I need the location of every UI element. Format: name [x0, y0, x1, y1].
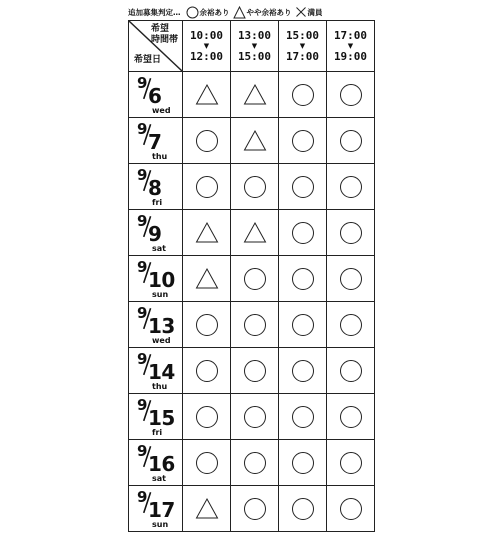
- down-arrow-icon: ▼: [347, 41, 354, 50]
- date-month: 9: [137, 350, 148, 368]
- date-month: 9: [137, 166, 148, 184]
- circle-icon: [339, 313, 363, 337]
- date-cell: [129, 118, 183, 164]
- triangle-icon: [195, 267, 219, 291]
- date-cell: [129, 164, 183, 210]
- date-cell: [129, 486, 183, 532]
- availability-mark: [279, 405, 326, 429]
- triangle-icon: [195, 497, 219, 521]
- table-row: [129, 440, 375, 486]
- availability-mark: [183, 405, 230, 429]
- availability-mark: [183, 83, 230, 107]
- circle-icon: [243, 313, 267, 337]
- date-month: 9: [137, 488, 148, 506]
- availability-mark: [327, 451, 374, 475]
- circle-icon: [339, 83, 363, 107]
- legend-label-cross: 満員: [307, 7, 323, 17]
- availability-mark: [183, 175, 230, 199]
- slot-start-time: 13:00: [237, 28, 272, 42]
- circle-icon: [291, 267, 315, 291]
- date-cell: [129, 302, 183, 348]
- availability-cell: [279, 164, 327, 210]
- availability-cell: [279, 72, 327, 118]
- legend-item-cross: [295, 6, 323, 18]
- availability-cell: [279, 256, 327, 302]
- availability-cell: [231, 394, 279, 440]
- time-slot-header: [183, 21, 231, 72]
- date-month: 9: [137, 396, 148, 414]
- table-row: [129, 72, 375, 118]
- availability-cell: [279, 302, 327, 348]
- legend-title: 追加募集判定…: [128, 7, 181, 17]
- circle-icon: [339, 267, 363, 291]
- date-cell: [129, 72, 183, 118]
- table-row: [129, 394, 375, 440]
- availability-cell: [327, 210, 375, 256]
- table-row: [129, 210, 375, 256]
- date-month: 9: [137, 74, 148, 92]
- availability-mark: [327, 267, 374, 291]
- availability-cell: [183, 72, 231, 118]
- availability-mark: [231, 175, 278, 199]
- availability-mark: [327, 175, 374, 199]
- date-cell: [129, 440, 183, 486]
- availability-mark: [183, 451, 230, 475]
- availability-mark: [279, 175, 326, 199]
- legend-item-triangle: [233, 6, 292, 19]
- availability-mark: [231, 83, 278, 107]
- availability-cell: [183, 394, 231, 440]
- slot-end-time: 17:00: [285, 49, 320, 63]
- availability-mark: [279, 83, 326, 107]
- circle-icon: [291, 359, 315, 383]
- availability-mark: [231, 267, 278, 291]
- circle-icon: [339, 359, 363, 383]
- availability-cell: [327, 394, 375, 440]
- table-row: [129, 164, 375, 210]
- availability-cell: [231, 72, 279, 118]
- availability-mark: [279, 313, 326, 337]
- circle-icon: [195, 175, 219, 199]
- triangle-icon: [243, 129, 267, 153]
- availability-cell: [183, 210, 231, 256]
- availability-mark: [279, 359, 326, 383]
- slot-start-time: 10:00: [189, 28, 224, 42]
- legend-label-circle: 余裕あり: [199, 7, 230, 17]
- circle-icon: [243, 451, 267, 475]
- date-axis-label: 希望日: [134, 55, 162, 65]
- circle-icon: [195, 313, 219, 337]
- circle-icon: [243, 405, 267, 429]
- availability-cell: [327, 72, 375, 118]
- table-row: [129, 302, 375, 348]
- availability-cell: [327, 164, 375, 210]
- availability-mark: [183, 267, 230, 291]
- slot-start-time: 15:00: [285, 28, 320, 42]
- schedule-table: [128, 20, 375, 532]
- table-row: [129, 118, 375, 164]
- circle-icon: [291, 175, 315, 199]
- down-arrow-icon: ▼: [299, 41, 306, 50]
- triangle-icon: [233, 6, 246, 19]
- circle-icon: [291, 221, 315, 245]
- availability-cell: [183, 486, 231, 532]
- date-weekday: sun: [152, 520, 169, 529]
- circle-icon: [195, 359, 219, 383]
- legend: [128, 5, 323, 19]
- date-weekday: fri: [152, 428, 163, 437]
- availability-cell: [279, 210, 327, 256]
- circle-icon: [339, 405, 363, 429]
- date-weekday: fri: [152, 198, 163, 207]
- date-day: 7: [148, 130, 162, 154]
- availability-cell: [231, 302, 279, 348]
- date-day: 9: [148, 222, 162, 246]
- availability-cell: [231, 256, 279, 302]
- availability-mark: [279, 451, 326, 475]
- circle-icon: [243, 359, 267, 383]
- triangle-icon: [243, 221, 267, 245]
- date-month: 9: [137, 258, 148, 276]
- circle-icon: [195, 451, 219, 475]
- triangle-icon: [195, 83, 219, 107]
- availability-cell: [231, 440, 279, 486]
- circle-icon: [339, 175, 363, 199]
- circle-icon: [195, 129, 219, 153]
- date-month: 9: [137, 442, 148, 460]
- date-cell: [129, 256, 183, 302]
- availability-cell: [231, 118, 279, 164]
- availability-cell: [327, 256, 375, 302]
- slot-axis-label-line1: 希望: [150, 24, 169, 34]
- availability-cell: [279, 348, 327, 394]
- date-weekday: thu: [152, 382, 168, 391]
- availability-mark: [327, 221, 374, 245]
- date-day: 8: [148, 176, 162, 200]
- availability-cell: [231, 486, 279, 532]
- date-day: 15: [148, 406, 175, 430]
- down-arrow-icon: ▼: [203, 41, 210, 50]
- date-cell: [129, 394, 183, 440]
- circle-icon: [339, 129, 363, 153]
- circle-icon: [291, 451, 315, 475]
- availability-mark: [279, 129, 326, 153]
- circle-icon: [291, 405, 315, 429]
- date-cell: [129, 348, 183, 394]
- circle-icon: [339, 451, 363, 475]
- legend-item-circle: [186, 6, 230, 19]
- date-day: 17: [148, 498, 175, 522]
- date-day: 6: [148, 84, 162, 108]
- availability-mark: [231, 221, 278, 245]
- date-month: 9: [137, 120, 148, 138]
- availability-mark: [231, 405, 278, 429]
- availability-mark: [279, 497, 326, 521]
- availability-cell: [231, 164, 279, 210]
- circle-icon: [195, 405, 219, 429]
- circle-icon: [243, 267, 267, 291]
- date-month: 9: [137, 212, 148, 230]
- availability-mark: [327, 129, 374, 153]
- availability-cell: [183, 348, 231, 394]
- availability-cell: [279, 394, 327, 440]
- slot-start-time: 17:00: [333, 28, 368, 42]
- slot-end-time: 19:00: [333, 49, 368, 63]
- date-weekday: sun: [152, 290, 169, 299]
- circle-icon: [243, 497, 267, 521]
- circle-icon: [186, 6, 199, 19]
- availability-mark: [183, 221, 230, 245]
- availability-mark: [183, 497, 230, 521]
- availability-cell: [183, 256, 231, 302]
- availability-cell: [327, 302, 375, 348]
- legend-label-triangle: やや余裕あり: [246, 7, 292, 17]
- availability-cell: [183, 440, 231, 486]
- circle-icon: [339, 497, 363, 521]
- availability-cell: [183, 164, 231, 210]
- availability-mark: [231, 359, 278, 383]
- availability-mark: [327, 359, 374, 383]
- availability-mark: [231, 451, 278, 475]
- availability-mark: [327, 497, 374, 521]
- time-slot-header: [327, 21, 375, 72]
- down-arrow-icon: ▼: [251, 41, 258, 50]
- availability-cell: [327, 348, 375, 394]
- availability-cell: [279, 118, 327, 164]
- availability-mark: [183, 359, 230, 383]
- availability-cell: [279, 440, 327, 486]
- cross-icon: [295, 6, 307, 18]
- availability-cell: [183, 118, 231, 164]
- slot-axis-label-line2: 時間帯: [150, 35, 178, 45]
- availability-mark: [231, 497, 278, 521]
- availability-mark: [327, 313, 374, 337]
- table-row: [129, 486, 375, 532]
- circle-icon: [291, 83, 315, 107]
- circle-icon: [243, 175, 267, 199]
- availability-mark: [279, 221, 326, 245]
- date-day: 10: [148, 268, 175, 292]
- circle-icon: [339, 221, 363, 245]
- availability-cell: [279, 486, 327, 532]
- time-slot-header: [279, 21, 327, 72]
- availability-cell: [327, 440, 375, 486]
- availability-mark: [183, 313, 230, 337]
- header-row: [129, 21, 375, 72]
- date-month: 9: [137, 304, 148, 322]
- circle-icon: [291, 497, 315, 521]
- date-weekday: wed: [152, 106, 171, 115]
- date-cell: [129, 210, 183, 256]
- availability-mark: [231, 313, 278, 337]
- availability-cell: [231, 210, 279, 256]
- triangle-icon: [243, 83, 267, 107]
- availability-mark: [183, 129, 230, 153]
- slot-axis-label: [151, 24, 178, 46]
- availability-cell: [327, 118, 375, 164]
- corner-header-cell: [129, 21, 183, 72]
- availability-mark: [231, 129, 278, 153]
- availability-cell: [327, 486, 375, 532]
- circle-icon: [291, 313, 315, 337]
- availability-mark: [279, 267, 326, 291]
- date-day: 16: [148, 452, 175, 476]
- availability-mark: [327, 405, 374, 429]
- table-row: [129, 256, 375, 302]
- circle-icon: [291, 129, 315, 153]
- slot-end-time: 15:00: [237, 49, 272, 63]
- date-weekday: sat: [152, 244, 166, 253]
- slot-end-time: 12:00: [189, 49, 224, 63]
- date-weekday: wed: [152, 336, 171, 345]
- triangle-icon: [195, 221, 219, 245]
- availability-cell: [231, 348, 279, 394]
- date-weekday: thu: [152, 152, 168, 161]
- time-slot-header: [231, 21, 279, 72]
- date-day: 14: [148, 360, 175, 384]
- date-day: 13: [148, 314, 175, 338]
- date-weekday: sat: [152, 474, 166, 483]
- table-row: [129, 348, 375, 394]
- availability-cell: [183, 302, 231, 348]
- availability-mark: [327, 83, 374, 107]
